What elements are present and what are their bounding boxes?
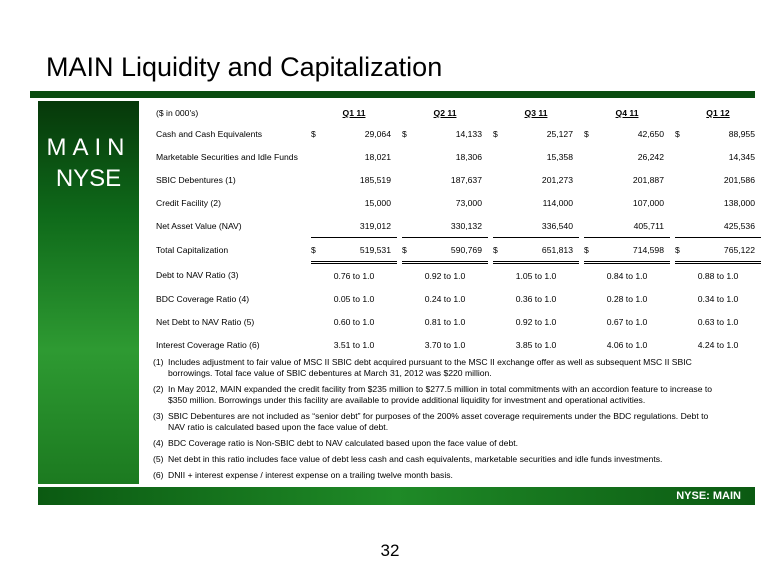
logo-nyse-text: NYSE bbox=[55, 165, 122, 192]
table-header-row bbox=[152, 104, 761, 122]
liquidity-table bbox=[152, 104, 761, 356]
table-row bbox=[152, 168, 761, 191]
table-row bbox=[152, 145, 761, 168]
row-label: SBIC Debentures (1) bbox=[156, 174, 236, 185]
row-label: Interest Coverage Ratio (6) bbox=[156, 339, 260, 350]
cell-value: 114,000 bbox=[542, 197, 573, 208]
cell-value: 519,531 bbox=[325, 238, 397, 263]
row-label: BDC Coverage Ratio (4) bbox=[156, 293, 250, 304]
table-row-ratio bbox=[152, 333, 761, 356]
dollar-sign: $ bbox=[584, 238, 598, 263]
cell-value: 185,519 bbox=[359, 174, 391, 185]
cell-value: 18,306 bbox=[455, 151, 482, 162]
dollar-sign: $ bbox=[402, 128, 407, 139]
footnote bbox=[153, 411, 713, 433]
footnote-text: SBIC Debentures are not included as “senior debt” for purposes of the 200% asset coverage requirements under the BDC regulations. Debt to NAV ratio is calculated based upon the face value of debt. bbox=[168, 411, 709, 432]
footnote-text: DNII + interest expense / interest expense on a trailing twelve month basis. bbox=[168, 470, 453, 480]
cell-value: 107,000 bbox=[632, 197, 664, 208]
footnote-number: (3) bbox=[153, 411, 164, 421]
units-label: ($ in 000's) bbox=[156, 108, 199, 118]
footnote-text: Net debt in this ratio includes face value of debt less cash and cash equivalents, marketable securities and idle funds investments. bbox=[168, 454, 663, 464]
cell-value: 4.06 to 1.0 bbox=[606, 339, 648, 350]
dollar-sign: $ bbox=[493, 128, 498, 139]
cell-value: 0.28 to 1.0 bbox=[606, 293, 648, 304]
cell-value: 88,955 bbox=[728, 128, 755, 139]
cell-value: 0.88 to 1.0 bbox=[697, 270, 739, 281]
cell-value: 336,540 bbox=[507, 214, 579, 238]
footnote-number: (1) bbox=[153, 357, 164, 367]
quarter-header: Q2 11 bbox=[433, 108, 457, 118]
cell-value: 25,127 bbox=[546, 128, 573, 139]
dollar-sign: $ bbox=[402, 238, 416, 263]
table-row-ratio bbox=[152, 310, 761, 333]
cell-value: 0.92 to 1.0 bbox=[424, 270, 466, 281]
cell-value: 15,000 bbox=[364, 197, 391, 208]
quarter-header: Q1 11 bbox=[342, 108, 366, 118]
row-label: Net Asset Value (NAV) bbox=[156, 220, 242, 231]
cell-value: 0.36 to 1.0 bbox=[515, 293, 557, 304]
cell-value: 138,000 bbox=[723, 197, 755, 208]
top-rule bbox=[30, 91, 755, 98]
row-label: Total Capitalization bbox=[156, 245, 229, 255]
cell-value: 0.92 to 1.0 bbox=[515, 316, 557, 327]
sidebar-logo-panel bbox=[38, 101, 139, 484]
dollar-sign: $ bbox=[311, 238, 325, 263]
footnote bbox=[153, 357, 713, 379]
cell-value: 4.24 to 1.0 bbox=[697, 339, 739, 350]
table-row-ratio bbox=[152, 287, 761, 310]
footnote bbox=[153, 438, 713, 449]
footnote-number: (4) bbox=[153, 438, 164, 448]
dollar-sign: $ bbox=[675, 238, 689, 263]
cell-value: 0.81 to 1.0 bbox=[424, 316, 466, 327]
row-label: Debt to NAV Ratio (3) bbox=[156, 269, 239, 280]
footnote-number: (5) bbox=[153, 454, 164, 464]
cell-value: 201,586 bbox=[723, 174, 755, 185]
cell-value: 187,637 bbox=[450, 174, 482, 185]
quarter-header: Q4 11 bbox=[615, 108, 639, 118]
cell-value: 1.05 to 1.0 bbox=[515, 270, 557, 281]
cell-value: 14,345 bbox=[728, 151, 755, 162]
cell-value: 425,536 bbox=[689, 214, 761, 238]
dollar-sign: $ bbox=[493, 238, 507, 263]
footer-bar bbox=[38, 487, 755, 505]
cell-value: 319,012 bbox=[325, 214, 397, 238]
row-label: Net Debt to NAV Ratio (5) bbox=[156, 316, 255, 327]
footnote bbox=[153, 470, 713, 481]
cell-value: 765,122 bbox=[689, 238, 761, 263]
footnote-text: In May 2012, MAIN expanded the credit facility from $235 million to $277.5 million in total commitments with an accordion feature to increase to $350 million. Borrowings under this facility are available to provide additional liquidity for investment and operational activities. bbox=[168, 384, 713, 405]
page-number: 32 bbox=[380, 541, 400, 560]
footnote bbox=[153, 384, 713, 406]
row-label: Cash and Cash Equivalents bbox=[156, 128, 263, 139]
cell-value: 42,650 bbox=[637, 128, 664, 139]
cell-value: 590,769 bbox=[416, 238, 488, 263]
cell-value: 18,021 bbox=[364, 151, 391, 162]
table-row-ratio bbox=[152, 263, 761, 288]
page-title: MAIN Liquidity and Capitalization bbox=[46, 52, 443, 82]
cell-value: 3.51 to 1.0 bbox=[333, 339, 375, 350]
table-row bbox=[152, 191, 761, 214]
cell-value: 405,711 bbox=[598, 214, 670, 238]
cell-value: 29,064 bbox=[364, 128, 391, 139]
cell-value: 0.34 to 1.0 bbox=[697, 293, 739, 304]
cell-value: 3.70 to 1.0 bbox=[424, 339, 466, 350]
cell-value: 201,273 bbox=[541, 174, 573, 185]
cell-value: 73,000 bbox=[455, 197, 482, 208]
dollar-sign: $ bbox=[584, 128, 589, 139]
cell-value: 0.67 to 1.0 bbox=[606, 316, 648, 327]
cell-value: 714,598 bbox=[598, 238, 670, 263]
footnotes bbox=[153, 357, 713, 486]
footer-ticker: NYSE: MAIN bbox=[676, 490, 741, 502]
row-label: Credit Facility (2) bbox=[156, 197, 221, 208]
cell-value: 0.60 to 1.0 bbox=[333, 316, 375, 327]
row-label: Marketable Securities and Idle Funds bbox=[156, 151, 298, 162]
cell-value: 651,813 bbox=[507, 238, 579, 263]
cell-value: 26,242 bbox=[637, 151, 664, 162]
footnote-number: (2) bbox=[153, 384, 164, 394]
dollar-sign: $ bbox=[311, 128, 316, 139]
quarter-header: Q3 11 bbox=[524, 108, 548, 118]
footnote-text: Includes adjustment to fair value of MSC II SBIC debt acquired pursuant to the MSC II exchange offer as well as subsequent MSC II SBIC borrowings. Total face value of SBIC debentures at March 31, 2012 was $220 million. bbox=[168, 357, 692, 378]
cell-value: 0.24 to 1.0 bbox=[424, 293, 466, 304]
table-row bbox=[152, 122, 761, 145]
cell-value: 0.05 to 1.0 bbox=[333, 293, 375, 304]
footnote-number: (6) bbox=[153, 470, 164, 480]
footnote bbox=[153, 454, 713, 465]
dollar-sign: $ bbox=[675, 128, 680, 139]
cell-value: 15,358 bbox=[546, 151, 573, 162]
cell-value: 3.85 to 1.0 bbox=[515, 339, 557, 350]
cell-value: 14,133 bbox=[455, 128, 482, 139]
table-row-total bbox=[152, 238, 761, 263]
cell-value: 330,132 bbox=[416, 214, 488, 238]
quarter-header: Q1 12 bbox=[706, 108, 730, 118]
table-row bbox=[152, 214, 761, 238]
footnote-text: BDC Coverage ratio is Non-SBIC debt to NAV calculated based upon the face value of debt. bbox=[168, 438, 518, 448]
logo-main-text: MAIN bbox=[46, 134, 131, 161]
cell-value: 201,887 bbox=[632, 174, 664, 185]
cell-value: 0.63 to 1.0 bbox=[697, 316, 739, 327]
cell-value: 0.84 to 1.0 bbox=[606, 270, 648, 281]
cell-value: 0.76 to 1.0 bbox=[333, 270, 375, 281]
